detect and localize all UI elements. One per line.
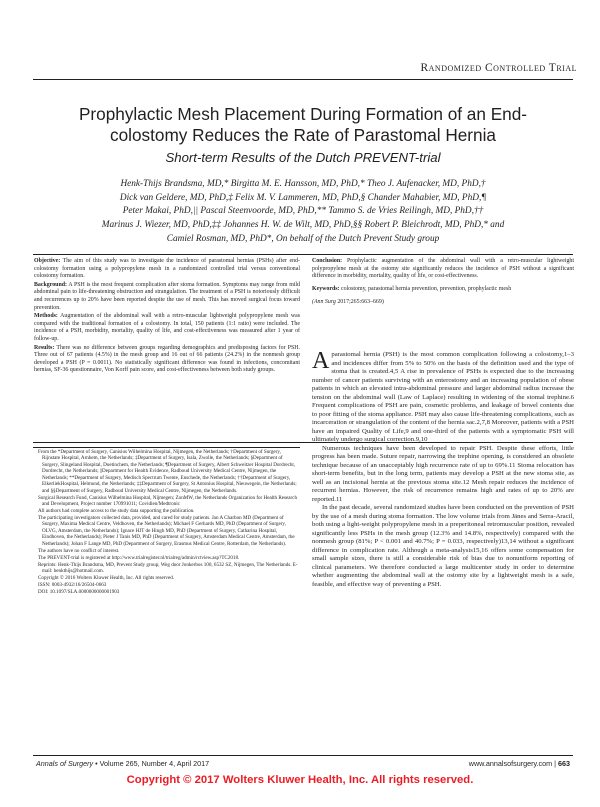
author-line: Camiel Rosman, MD, PhD*, On behalf of the Dutch Prevent Study group [166,233,440,244]
abstract-results-text: There was no difference between groups regarding demographics and predisposing factors for PSH. Three out of 67 patients (4.5%) in the mesh group and 16 out of 66 patients (24.2%) in the nonmesh group developed a PSH (P = 0.0011). No statistically significant difference was found in infections, concomitant hernias, SF-36 questionnaire, Von Korff pain score, and cost-effectiveness between both study groups. [34,344,300,374]
abstract-objective-label: Objective: [34,258,61,264]
abstract-right-column [312,258,574,308]
abstract-results [34,345,300,375]
abstract-keywords [312,286,574,294]
abstract-methods-text: Augmentation of the abdominal wall with a retro-muscular lightweight polypropylene mesh was compared with the traditional formation of a colostomy. In total, 150 patients (1:1 ratio) were included. The incidence of a PSH, morbidity, mortality, quality of life, and cost-effectiveness was measured after 1 year of follow-up. [34,313,300,342]
affiliation-entry: The PREVENT-trial is registered at http://www.trialregister.nl/trialreg/admin/rctview.asp?TC2018. [38,554,240,561]
author-line: Marinus J. Wiezer, MD, PhD,‡‡ Johannes H. W. de Wilt, MD, PhD,§§ Robert P. Bleichrodt, MD, PhD,* and [101,220,505,231]
author-line: Peter Makai, PhD,|| Pascal Steenvoorde, MD, PhD,** Tammo S. de Vries Reilingh, MD, PhD,†† [122,206,484,217]
author-line: Dick van Geldere, MD, PhD,‡ Felix M. V. Lammeren, MD, PhD,§ Chander Mahabier, MD, PhD,¶ [119,192,487,203]
intro-paragraph: Numerous techniques have been developed to repair PSH. Despite these efforts, little progress has been made. Suture repair, narrowing the trephine opening, is considered an obsolete technique because of an unacceptably high recurrence rate of up to 69%.11 Stoma relocation has short-term benefits, but in the long term, patients may develop a PSH at the new stoma site, as well as an incisional hernia at the previous stoma site.12 Mesh repair reduces the incidence of recurrent hernias. However, the risk of recurrence remains high and rates of up to 20% are reported.11 [312,444,574,503]
affiliation-entry: The participating investigators collected data, provided, and cared for study patients. Jan A Charbon MD (Department of Surgery, Maxima Medical Centre, Veldhoven, the Netherlands); Michael F Gerhards MD, PhD (Department of Surgery, OLVG, Amsterdam, the Netherlands); Ignace HJT de Hingh MD, PhD (Department of Surgery, Catharina Hospital, Eindhoven, the Netherlands); Pieter J Tanis MD, PhD (Department of Surgery, Amsterdam Medical Centre, Amsterdam, the Netherlands); Johan F Lange MD, PhD (Department of Surgery, Erasmus Medical Centre, Rotterdam, the Netherlands). [38,515,295,547]
footer-issue: • Volume 265, Number 4, April 2017 [93,759,210,768]
citation-journal: (Ann Surg [312,299,336,306]
keywords-label: Keywords: [312,285,340,292]
affiliations-footnote [38,449,300,596]
header-rule [33,79,573,80]
author-list [48,178,558,247]
article-citation [312,299,574,307]
affiliation-entry: From the *Department of Surgery, Canisius Wilhelmina Hospital, Nijmegen, the Netherlands; †Department of Surgery, Rijnstate Hospital, Arnhem, the Netherlands; ‡Department of Surgery, Isala, Zwolle, the Netherlands; §Department of Surgery, Slingeland Hospital, Doetinchem, the Netherlands; ¶Department of Surgery, Albert Schweitzer Hospital Dordrecht, Dordrecht, the Netherlands; ||Department for Health Evidence, Radboud University Medical Centre, Nijmegen, the Netherlands; **Department of Surgery, Medisch Spectrum Twente, Enschede, the Netherlands; ††Department of Surgery, ElkerliekHospital, Helmond, the Netherlands; ‡‡Department of Surgery, St Antonius Hospital, Nieuwegein, the Netherlands; and §§Department of Surgery, Radboud University Medical Centre, Nijmegen, the Netherlands. [38,449,297,494]
footer-journal: Annals of Surgery [36,759,94,768]
affiliation-entry: The authors have no conflict of interest. [38,547,120,554]
footer-page-info [469,759,570,768]
intro-paragraph-text: parastomal hernia (PSH) is the most common complication following a colostomy,1–3 and incidences differ from 5% to 50% on the basis of the definition used and the type of stoma that is created.4,5 A rise in prevalence of PSHs is expected due to the increasing number of cancer patients surviving with an enterostomy and an increasing population of obese patients in which an elevated intra-abdominal pressure and larger abdominal radius increase the tension on the abdominal wall (Law of Laplace) resulting in widening of the stomal trephine.6 Frequent complications of PSH are pain, cosmetic problems, and leakage of bowel contents due to poor fitting of the stoma appliance. PSH may also cause life-threatening complications, such as incarceration or strangulation of the content of the hernia sac.2,7,8 Moreover, patients with a PSH have an impaired Quality of Life,9 and one-third of the patients with a symptomatic PSH will ultimately undergo surgical correction.9,10 [312,351,574,443]
footer-journal-info [36,759,209,768]
article-title [48,104,558,146]
abstract-background-text: A PSH is the most frequent complication after stoma formation. Symptoms may range from mild abdominal pain to life-threatening obstruction and strangulation. The treatment of a PSH is notoriously difficult and recurrences up to 20% have been reported despite the use of mesh. This has moved surgical focus toward prevention. [34,281,300,311]
citation-rest: 2017;265:663–669) [335,299,384,306]
affiliation-entry: All authors had complete access to the study data supporting the publication. [38,508,195,515]
intro-paragraph [312,348,574,445]
affiliation-rule [33,447,300,448]
drop-cap: A [312,348,330,374]
introduction-column [312,348,574,589]
article-subtitle: Short-term Results of the Dutch PREVENT-trial [165,150,441,165]
affiliation-entry: Copyright © 2016 Wolters Kluwer Health, Inc. All rights reserved. [38,575,175,582]
title-line: Prophylactic Mesh Placement During Formation of an End- [78,104,528,124]
affiliation-entry: DOI: 10.1097/SLA.0000000000001903 [38,589,120,596]
title-line: colostomy Reduces the Rate of Parastomal Hernia [110,125,496,145]
abstract-background [34,282,300,312]
abstract-methods-label: Methods: [34,313,58,320]
abstract-results-label: Results: [34,344,55,351]
footer-rule [33,755,573,756]
footer-separator: | [552,759,558,768]
abstract-objective-text: The aim of this study was to investigate the incidence of parastomal hernias (PSHs) after end-colostomy formation using a polypropylene mesh in a randomized controlled trial versus conventional colostomy formation. [34,258,300,280]
abstract-conclusion-text: Prophylactic augmentation of the abdominal wall with a retro-muscular lightweight polypropylene mesh at the ostomy site significantly reduces the incidence of PSH without a significant difference in morbidity, mortality, quality of life, or cost-effectiveness. [312,258,574,280]
abstract-background-label: Background: [34,281,67,288]
copyright-notice: Copyright © 2017 Wolters Kluwer Health, Inc. All rights reserved. [126,774,474,786]
intro-paragraph: In the past decade, several randomized studies have been conducted on the prevention of PSH by the use of a mesh during stoma formation. The low volume trials from Jänes and Serra-Aracil, both using a light-weight polypropylene mesh in a preperitoneal retromuscular position, revealed significantly less PSHs in the mesh group (12.3% and 14.8%, respectively) compared with the nonmesh group (81%; P < 0.001 and 40.7%; P = 0.033, respectively)13,14 without a significant difference in complication rate. Although a meta-analysis15,16 offers some compensation for small sample sizes, there is still a considerable risk of bias due to nonuniform reporting of clinical parameters. We therefore conducted a large multicenter study in order to determine whether augmenting the abdominal wall at the ostomy site by a lightweight mesh is a safe, feasible, and effective way of preventing a PSH. [312,504,574,588]
abstract-methods [34,313,300,343]
abstract-conclusion-label: Conclusion: [312,258,343,264]
page-number: 663 [558,759,570,768]
keywords-text: colostomy, parastomal hernia prevention, prevention, prophylactic mesh [339,285,512,292]
affiliation-entry: Surgical Research Fund, Canisius Wilhelmina Hospital, Nijmegen; ZonMW, the Netherlands Organization for Health Research and Development, Project number 170991011; Covidien/Medtronic [38,494,298,508]
affiliation-entry: ISSN: 0003-4932/16/26504-0663 [38,582,107,589]
abstract-objective [34,258,300,281]
author-line: Henk-Thijs Brandsma, MD,* Birgitta M. E. Hansson, MD, PhD,* Theo J. Aufenacker, MD, PhD,† [120,179,486,189]
section-label: Randomized Controlled Trial [420,62,577,74]
abstract-left-column [34,258,300,376]
abstract-conclusion [312,258,574,281]
affiliation-entry: Reprints: Henk-Thijs Brandsma, MD, Prevent Study group, Weg door Jonkerbos 100, 6532 SZ, Nijmegen, The Netherlands. E-mail: henkthijs@hotmail.com. [38,561,298,575]
footer-website: www.annalsofsurgery.com [468,759,553,768]
